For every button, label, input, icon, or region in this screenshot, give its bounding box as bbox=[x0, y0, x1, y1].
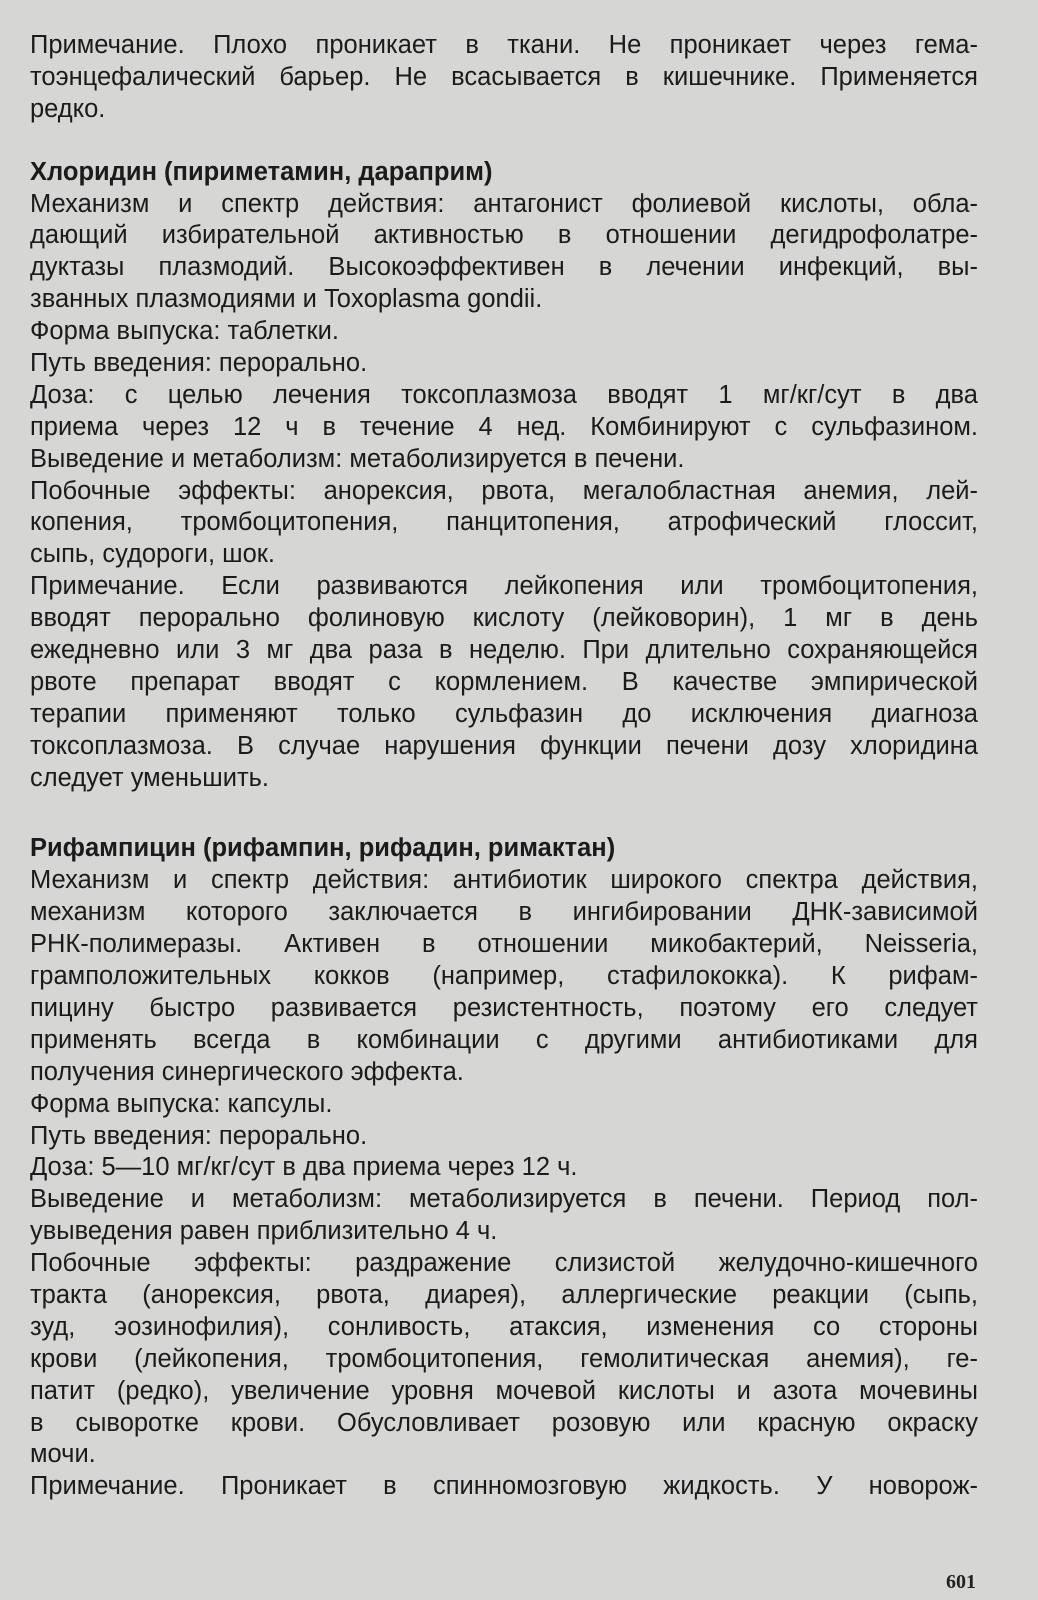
text-line: сыпь, судороги, шок. bbox=[30, 540, 276, 569]
text-line: следует уменьшить. bbox=[30, 763, 269, 792]
text-line: Примечание. Если развиваются лейкопения или тромбоцитопения, bbox=[30, 572, 978, 601]
page-number: 601 bbox=[946, 1571, 976, 1593]
text-line: ежедневно или 3 мг два раза в неделю. При длительно сохраняющейся bbox=[30, 636, 978, 665]
text-line: Механизм и спектр действия: антибиотик широкого спектра действия, bbox=[30, 866, 978, 895]
book-page bbox=[30, 30, 978, 1503]
text-line: грамположительных кокков (например, стафилококка). К рифам- bbox=[30, 962, 978, 991]
text-line: крови (лейкопения, тромбоцитопения, гемолитическая анемия), ге- bbox=[30, 1344, 978, 1373]
text-line: Доза: с целью лечения токсоплазмоза вводят 1 мг/кг/сут в два bbox=[30, 380, 978, 409]
drug-entry-chloridine bbox=[30, 157, 978, 795]
text-line: Примечание. Проникает в спинномозговую жидкость. У новорож- bbox=[30, 1472, 978, 1501]
text-line: Примечание. Плохо проникает в ткани. Не проникает через гема- bbox=[30, 31, 978, 59]
text-line: дающий избирательной активностью в отношении дегидрофолатре- bbox=[30, 221, 978, 250]
drug-entry-rifampicin bbox=[30, 833, 978, 1503]
drug-title: Хлоридин (пириметамин, дараприм) bbox=[30, 157, 493, 186]
text-line: Выведение и метаболизм: метаболизируется в печени. Период пол- bbox=[30, 1185, 978, 1214]
text-line: Доза: 5—10 мг/кг/сут в два приема через 12 ч. bbox=[30, 1153, 578, 1182]
text-line: мочи. bbox=[30, 1440, 96, 1469]
text-line: применять всегда в комбинации с другими антибиотиками для bbox=[30, 1025, 978, 1054]
text-line: рвоте препарат вводят с кормлением. В качестве эмпирической bbox=[30, 667, 978, 696]
text-line: терапии применяют только сульфазин до исключения диагноза bbox=[30, 699, 978, 728]
text-line: тракта (анорексия, рвота, диарея), аллергические реакции (сыпь, bbox=[30, 1280, 978, 1309]
text-line: механизм которого заключается в ингибировании ДНК-зависимой bbox=[30, 898, 978, 927]
text-line: патит (редко), увеличение уровня мочевой кислоты и азота мочевины bbox=[30, 1376, 978, 1405]
text-line: Побочные эффекты: анорексия, рвота, мегалобластная анемия, лей- bbox=[30, 476, 978, 505]
text-line: редко. bbox=[30, 94, 106, 123]
text-line: Побочные эффекты: раздражение слизистой желудочно-кишечного bbox=[30, 1249, 978, 1278]
text-line: званных плазмодиями и Toxoplasma gondii. bbox=[30, 285, 543, 314]
paragraph-gap bbox=[30, 126, 978, 157]
paragraph-gap bbox=[30, 794, 978, 833]
text-line: приема через 12 ч в течение 4 нед. Комбинируют с сульфазином. bbox=[30, 412, 978, 441]
text-line: копения, тромбоцитопения, панцитопения, атрофический глоссит, bbox=[30, 508, 978, 537]
text-line: тоэнцефалический барьер. Не всасывается в кишечнике. Применяется bbox=[30, 62, 978, 91]
text-line: РНК-полимеразы. Активен в отношении микобактерий, Neisseria, bbox=[30, 930, 978, 959]
text-line: Форма выпуска: таблетки. bbox=[30, 317, 339, 346]
text-line: Форма выпуска: капсулы. bbox=[30, 1089, 333, 1118]
drug-title: Рифампицин (рифампин, рифадин, римактан) bbox=[30, 834, 616, 863]
text-line: увыведения равен приблизительно 4 ч. bbox=[30, 1217, 498, 1246]
text-line: Выведение и метаболизм: метаболизируется в печени. bbox=[30, 444, 685, 473]
text-line: Путь введения: перорально. bbox=[30, 1121, 368, 1150]
text-line: зуд, эозинофилия), сонливость, атаксия, изменения со стороны bbox=[30, 1312, 978, 1341]
note-block-cefazolin-tail bbox=[30, 30, 978, 126]
text-line: в сыворотке крови. Обусловливает розовую или красную окраску bbox=[30, 1408, 978, 1437]
text-line: получения синергического эффекта. bbox=[30, 1057, 464, 1086]
text-line: Механизм и спектр действия: антагонист фолиевой кислоты, обла- bbox=[30, 189, 978, 218]
text-line: токсоплазмоза. В случае нарушения функции печени дозу хлоридина bbox=[30, 731, 978, 760]
text-line: Путь введения: перорально. bbox=[30, 349, 368, 378]
text-line: дуктазы плазмодий. Высокоэффективен в лечении инфекций, вы- bbox=[30, 253, 978, 282]
text-line: вводят перорально фолиновую кислоту (лейковорин), 1 мг в день bbox=[30, 604, 978, 633]
text-line: пицину быстро развивается резистентность, поэтому его следует bbox=[30, 993, 978, 1022]
